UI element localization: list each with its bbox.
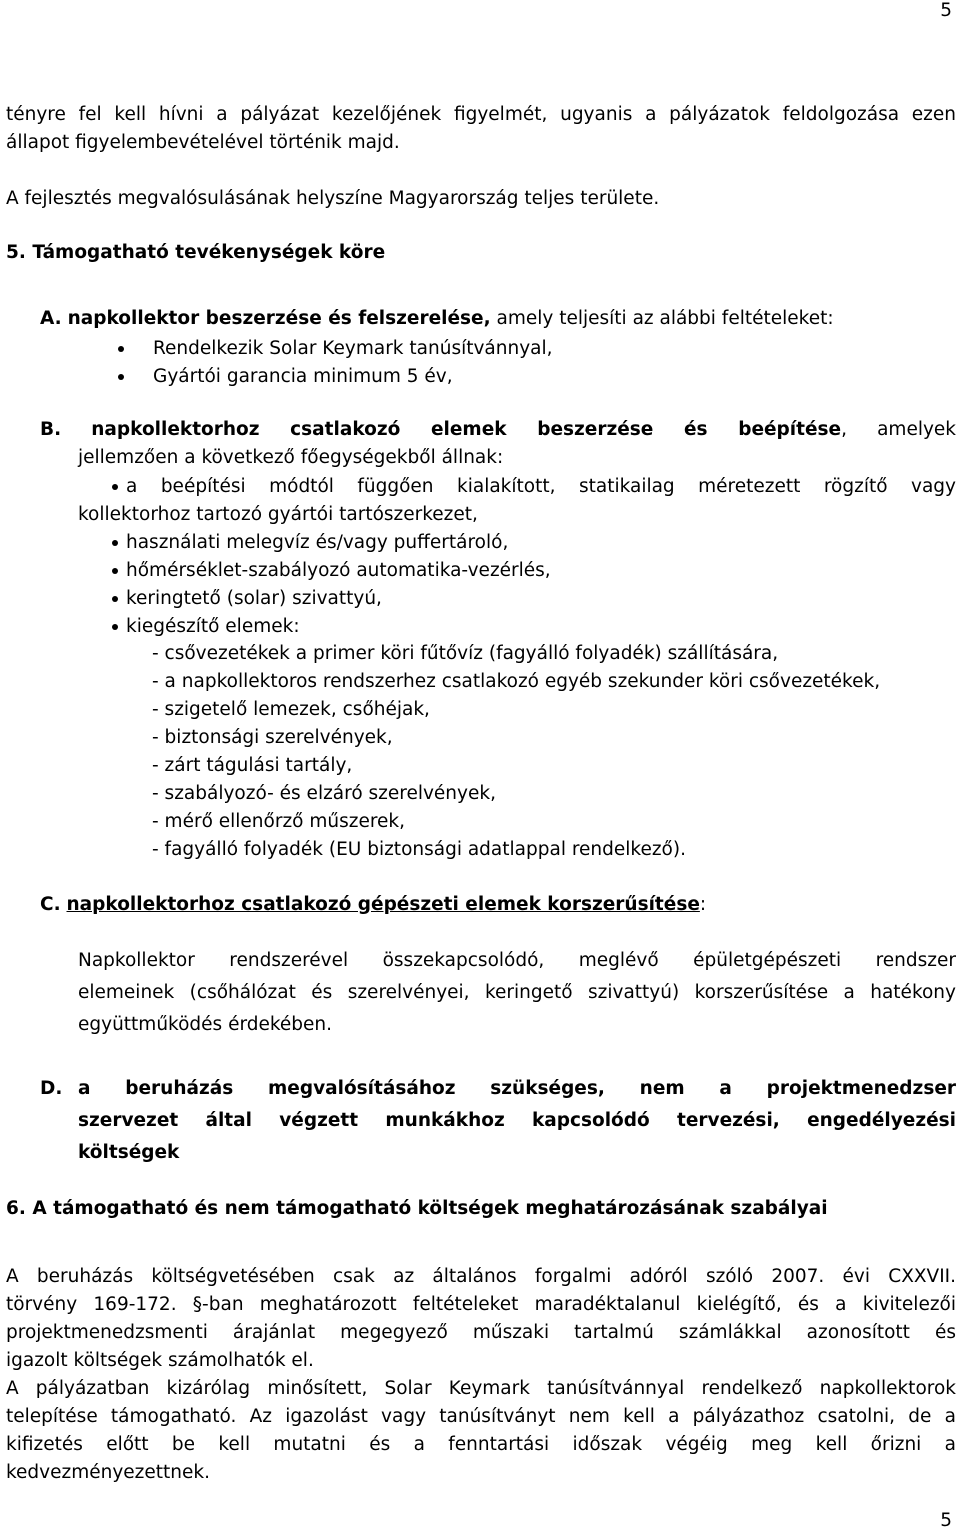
item-d-letter: D. <box>40 1078 63 1099</box>
item-a-title: napkollektor beszerzése és felszerelése, <box>67 308 491 329</box>
page-number-top: 5 <box>940 0 952 21</box>
section-6-para-2-line-4: kedvezményezettnek. <box>6 1462 210 1483</box>
bullet-icon <box>112 596 118 602</box>
dash-item: - csővezetékek a primer köri fűtővíz (fagyálló folyadék) szállítására, <box>152 643 779 664</box>
item-a-bullet-2: Gyártói garancia minimum 5 év, <box>153 366 453 387</box>
item-c-para-line-1: Napkollektor rendszerével összekapcsolódó, meglévő épületgépészeti rendszer <box>78 950 956 971</box>
section-6-para-1-line-4: igazolt költségek számolhatók el. <box>6 1350 314 1371</box>
item-a-rest: amely teljesíti az alábbi feltételeket: <box>490 308 834 329</box>
item-a-heading <box>40 310 834 329</box>
location-sentence: A fejlesztés megvalósulásának helyszíne Magyarország teljes területe. <box>6 188 660 209</box>
item-b-bullet-1-line-1: a beépítési módtól függően kialakított, statikailag méretezett rögzítő vagy <box>126 476 956 497</box>
dash-item: - mérő ellenőrző műszerek, <box>152 811 406 832</box>
item-d-line-3: költségek <box>78 1142 180 1163</box>
section-6-para-2-line-3: kifizetés előtt be kell mutatni és a fenntartási időszak végéig meg kell őrizni a <box>6 1434 956 1455</box>
item-d-line-2: szervezet által végzett munkákhoz kapcsolódó tervezési, engedélyezési <box>78 1110 956 1131</box>
item-b-rest: , amelyek <box>841 419 957 440</box>
item-c-rest: : <box>699 894 707 915</box>
item-c-title: napkollektorhoz csatlakozó gépészeti elemek korszerűsítése <box>66 894 700 915</box>
bullet-icon <box>112 540 118 546</box>
item-b-bullet-5: kiegészítő elemek: <box>126 616 300 637</box>
item-b-bullet-4: keringtető (solar) szivattyú, <box>126 588 382 609</box>
section-6-para-2-line-2: telepítése támogatható. Az igazolást vagy tanúsítványt nem kell a pályázathoz csatolni, de a <box>6 1406 956 1427</box>
bullet-icon <box>118 346 124 352</box>
section-5-heading: 5. Támogatható tevékenységek köre <box>6 242 386 263</box>
section-6-para-2-line-1: A pályázatban kizárólag minősített, Solar Keymark tanúsítvánnyal rendelkező napkollektorok <box>6 1378 956 1399</box>
dash-item: - szigetelő lemezek, csőhéjak, <box>152 699 430 720</box>
item-b-heading <box>40 421 956 440</box>
bullet-icon <box>118 374 124 380</box>
item-c-para-line-3: együttműködés érdekében. <box>78 1014 333 1035</box>
item-b-line-2: jellemzően a következő főegységekből állnak: <box>78 447 504 468</box>
item-d-line-1: a beruházás megvalósításához szükséges, nem a projektmenedzser <box>78 1078 956 1099</box>
item-c-para-line-2: elemeinek (csőhálózat és szerelvényei, keringető szivattyú) korszerűsítése a hatékony <box>78 982 956 1003</box>
bullet-icon <box>112 568 118 574</box>
dash-item: - zárt tágulási tartály, <box>152 755 353 776</box>
item-b-bullet-3: hőmérséklet-szabályozó automatika-vezérlés, <box>126 560 551 581</box>
dash-item: - a napkollektoros rendszerhez csatlakozó egyéb szekunder köri csővezetékek, <box>152 671 881 692</box>
item-c-letter: C. <box>40 894 61 915</box>
item-b-bullet-2: használati melegvíz és/vagy puffertároló, <box>126 532 509 553</box>
bullet-icon <box>112 484 118 490</box>
section-6-heading: 6. A támogatható és nem támogatható költségek meghatározásának szabályai <box>6 1198 828 1219</box>
dash-item: - biztonsági szerelvények, <box>152 727 393 748</box>
item-b-bullet-1-line-2: kollektorhoz tartozó gyártói tartószerkezet, <box>78 504 478 525</box>
item-a-letter: A. <box>40 308 62 329</box>
dash-item: - fagyálló folyadék (EU biztonsági adatlappal rendelkező). <box>152 839 686 860</box>
section-6-para-1-line-2: törvény 169-172. §-ban meghatározott feltételeket maradéktalanul kielégítő, és a kivitelezői <box>6 1294 956 1315</box>
intro-line-1: tényre fel kell hívni a pályázat kezelőjének figyelmét, ugyanis a pályázatok feldolgozása ezen <box>6 104 956 125</box>
dash-item: - szabályozó- és elzáró szerelvények, <box>152 783 496 804</box>
intro-line-2: állapot figyelembevételével történik majd. <box>6 132 400 153</box>
page-number-bottom: 5 <box>940 1510 952 1531</box>
section-6-para-1-line-1: A beruházás költségvetésében csak az általános forgalmi adóról szóló 2007. évi CXXVII. <box>6 1266 956 1287</box>
section-6-para-1-line-3: projektmenedzsmenti árajánlat megegyező műszaki tartalmú számlákkal azonosított és <box>6 1322 956 1343</box>
bullet-icon <box>112 624 118 630</box>
item-a-bullet-1: Rendelkezik Solar Keymark tanúsítvánnyal, <box>153 338 553 359</box>
item-b-letter: B. <box>40 419 62 440</box>
item-b-title: napkollektorhoz csatlakozó elemek beszerzése és beépítése <box>91 419 842 440</box>
item-c-heading <box>40 896 706 915</box>
